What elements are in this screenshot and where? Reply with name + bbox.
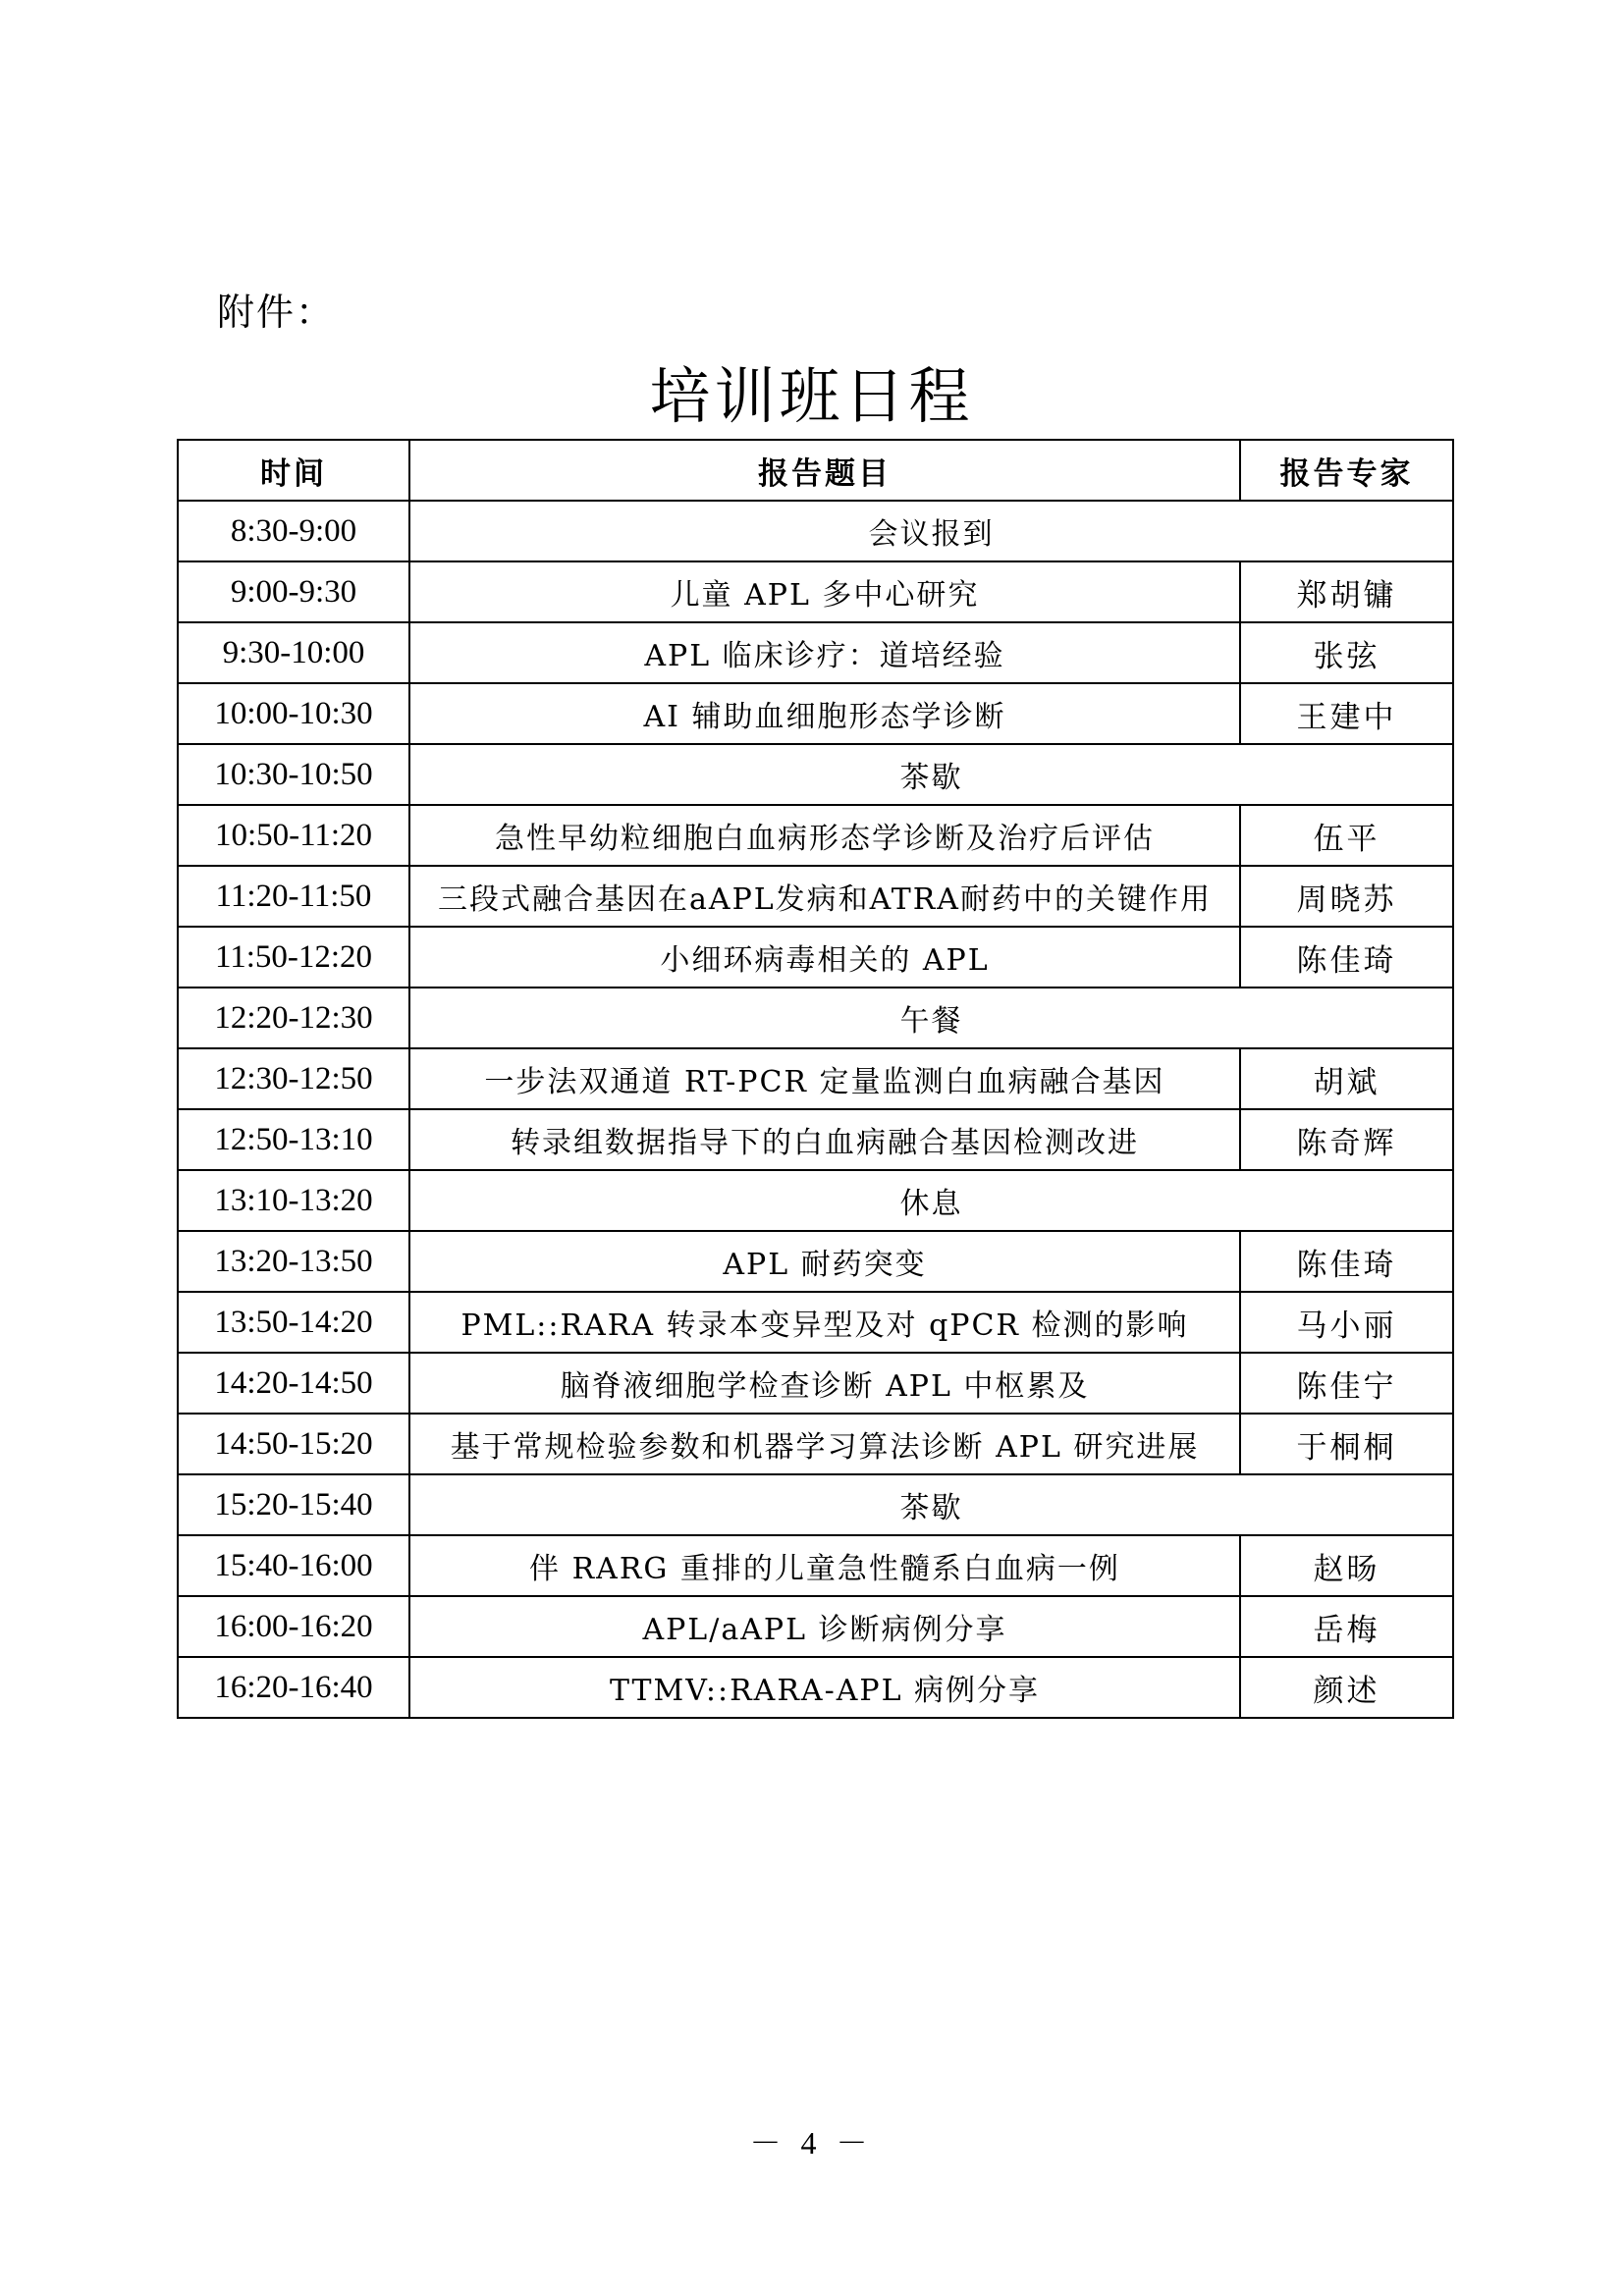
header-topic: 报告题目	[409, 440, 1240, 501]
table-row	[178, 805, 1453, 866]
page-number: － 4 －	[749, 2125, 874, 2161]
time-cell: 8:30-9:00	[178, 501, 409, 561]
time-cell: 10:00-10:30	[178, 683, 409, 744]
table-row	[178, 1292, 1453, 1353]
time-cell: 11:20-11:50	[178, 866, 409, 927]
session-break-cell: 茶歇	[409, 744, 1453, 805]
speaker-cell: 陈佳宁	[1240, 1353, 1453, 1414]
time-cell: 9:00-9:30	[178, 561, 409, 622]
time-cell: 14:50-15:20	[178, 1414, 409, 1474]
table-row	[178, 561, 1453, 622]
speaker-cell: 陈佳琦	[1240, 927, 1453, 988]
table-row	[178, 866, 1453, 927]
table-row	[178, 683, 1453, 744]
header-speaker: 报告专家	[1240, 440, 1453, 501]
session-break-cell: 午餐	[409, 988, 1453, 1048]
speaker-cell: 张弦	[1240, 622, 1453, 683]
speaker-cell: 马小丽	[1240, 1292, 1453, 1353]
speaker-cell: 王建中	[1240, 683, 1453, 744]
time-cell: 11:50-12:20	[178, 927, 409, 988]
topic-cell: TTMV::RARA-APL 病例分享	[409, 1657, 1240, 1718]
speaker-cell: 伍平	[1240, 805, 1453, 866]
schedule-table	[177, 439, 1454, 1719]
topic-cell: 脑脊液细胞学检查诊断 APL 中枢累及	[409, 1353, 1240, 1414]
time-cell: 9:30-10:00	[178, 622, 409, 683]
table-row	[178, 1414, 1453, 1474]
header-time: 时间	[178, 440, 409, 501]
speaker-cell: 周晓苏	[1240, 866, 1453, 927]
topic-cell: APL 临床诊疗：道培经验	[409, 622, 1240, 683]
session-break-cell: 休息	[409, 1170, 1453, 1231]
session-break-cell: 茶歇	[409, 1474, 1453, 1535]
speaker-cell: 陈奇辉	[1240, 1109, 1453, 1170]
speaker-cell: 赵旸	[1240, 1535, 1453, 1596]
time-cell: 13:20-13:50	[178, 1231, 409, 1292]
time-cell: 15:40-16:00	[178, 1535, 409, 1596]
time-cell: 10:30-10:50	[178, 744, 409, 805]
time-cell: 16:00-16:20	[178, 1596, 409, 1657]
time-cell: 13:50-14:20	[178, 1292, 409, 1353]
table-row	[178, 1170, 1453, 1231]
time-cell: 15:20-15:40	[178, 1474, 409, 1535]
speaker-cell: 郑胡镛	[1240, 561, 1453, 622]
speaker-cell: 胡斌	[1240, 1048, 1453, 1109]
topic-cell: 转录组数据指导下的白血病融合基因检测改进	[409, 1109, 1240, 1170]
speaker-cell: 陈佳琦	[1240, 1231, 1453, 1292]
table-row	[178, 1231, 1453, 1292]
time-cell: 12:20-12:30	[178, 988, 409, 1048]
time-cell: 13:10-13:20	[178, 1170, 409, 1231]
topic-cell: 三段式融合基因在aAPL发病和ATRA耐药中的关键作用	[409, 866, 1240, 927]
table-row	[178, 1596, 1453, 1657]
table-row	[178, 927, 1453, 988]
topic-cell: PML::RARA 转录本变异型及对 qPCR 检测的影响	[409, 1292, 1240, 1353]
topic-cell: APL 耐药突变	[409, 1231, 1240, 1292]
table-row	[178, 1048, 1453, 1109]
topic-cell: APL/aAPL 诊断病例分享	[409, 1596, 1240, 1657]
topic-cell: AI 辅助血细胞形态学诊断	[409, 683, 1240, 744]
table-row	[178, 1109, 1453, 1170]
topic-cell: 一步法双通道 RT-PCR 定量监测白血病融合基因	[409, 1048, 1240, 1109]
page-title: 培训班日程	[649, 360, 974, 432]
table-row	[178, 622, 1453, 683]
table-header-row	[178, 440, 1453, 501]
table-row	[178, 1535, 1453, 1596]
time-cell: 16:20-16:40	[178, 1657, 409, 1718]
table-row	[178, 1474, 1453, 1535]
topic-cell: 儿童 APL 多中心研究	[409, 561, 1240, 622]
topic-cell: 伴 RARG 重排的儿童急性髓系白血病一例	[409, 1535, 1240, 1596]
topic-cell: 急性早幼粒细胞白血病形态学诊断及治疗后评估	[409, 805, 1240, 866]
time-cell: 14:20-14:50	[178, 1353, 409, 1414]
table-row	[178, 988, 1453, 1048]
speaker-cell: 颜述	[1240, 1657, 1453, 1718]
speaker-cell: 岳梅	[1240, 1596, 1453, 1657]
speaker-cell: 于桐桐	[1240, 1414, 1453, 1474]
table-row	[178, 1657, 1453, 1718]
table-row	[178, 501, 1453, 561]
schedule-body	[178, 501, 1453, 1718]
attachment-label: 附件：	[217, 291, 336, 334]
time-cell: 10:50-11:20	[178, 805, 409, 866]
table-row	[178, 744, 1453, 805]
time-cell: 12:30-12:50	[178, 1048, 409, 1109]
session-break-cell: 会议报到	[409, 501, 1453, 561]
table-row	[178, 1353, 1453, 1414]
topic-cell: 基于常规检验参数和机器学习算法诊断 APL 研究进展	[409, 1414, 1240, 1474]
topic-cell: 小细环病毒相关的 APL	[409, 927, 1240, 988]
time-cell: 12:50-13:10	[178, 1109, 409, 1170]
